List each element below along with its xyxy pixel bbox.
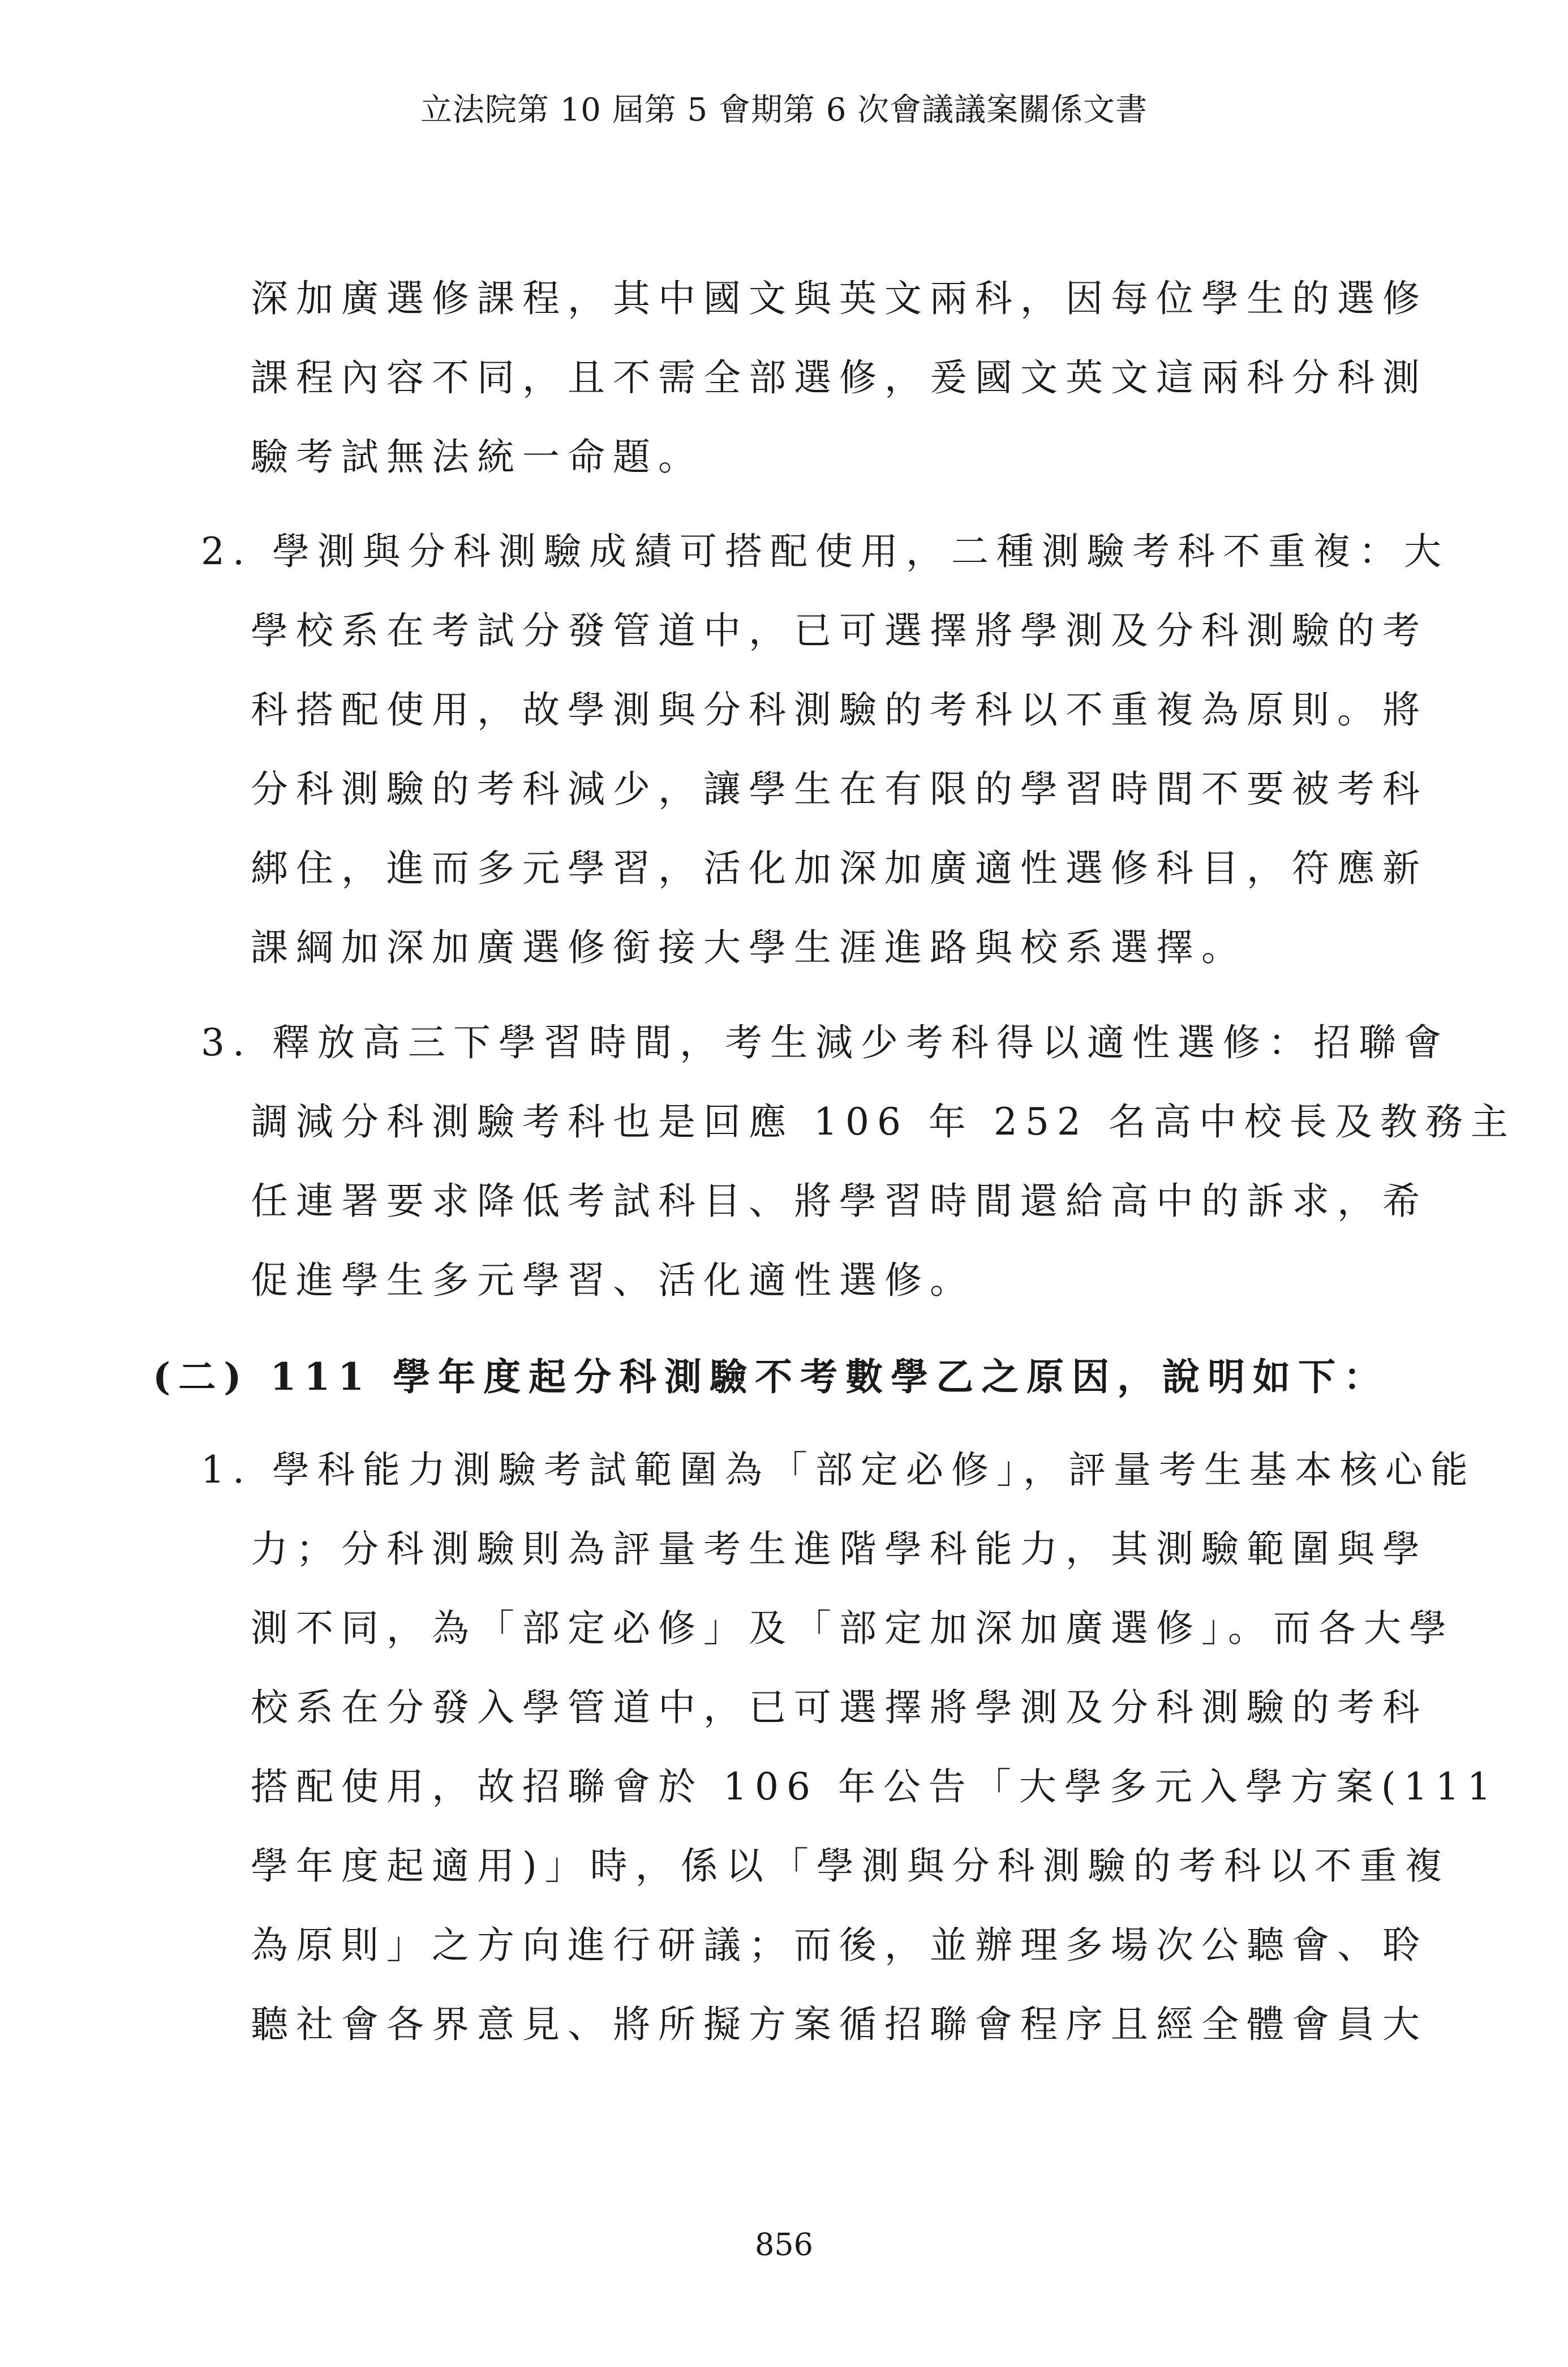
body-line: 綁住，進而多元學習，活化加深加廣適性選修科目，符應新 bbox=[251, 847, 1428, 890]
list-item-3: 3. 釋放高三下學習時間，考生減少考科得以適性選修：招聯會 bbox=[201, 1021, 1449, 1064]
body-line: 校系在分發入學管道中，已可選擇將學測及分科測驗的考科 bbox=[251, 1686, 1428, 1729]
body-line: 任連署要求降低考試科目、將學習時間還給高中的訴求，希 bbox=[251, 1179, 1428, 1223]
body-line: 科搭配使用，故學測與分科測驗的考科以不重複為原則。將 bbox=[251, 688, 1428, 732]
body-line: 力；分科測驗則為評量考生進階學科能力，其測驗範圍與學 bbox=[251, 1527, 1428, 1571]
section-heading: (二) 111 學年度起分科測驗不考數學乙之原因，說明如下： bbox=[153, 1355, 1389, 1399]
body-line: 聽社會各界意見、將所擬方案循招聯會程序且經全體會員大 bbox=[251, 2003, 1428, 2046]
body-line: 課綱加深加廣選修銜接大學生涯進路與校系選擇。 bbox=[251, 926, 1247, 969]
body-line: 驗考試無法統一命題。 bbox=[251, 435, 703, 479]
body-line: 課程內容不同，且不需全部選修，爰國文英文這兩科分科測 bbox=[251, 356, 1428, 399]
body-line: 促進學生多元學習、活化適性選修。 bbox=[251, 1258, 975, 1302]
page-number: 856 bbox=[754, 2227, 814, 2262]
body-line: 分科測驗的考科減少，讓學生在有限的學習時間不要被考科 bbox=[251, 767, 1428, 811]
body-line: 學校系在考試分發管道中，已可選擇將學測及分科測驗的考 bbox=[251, 609, 1428, 652]
body-line: 測不同，為「部定必修」及「部定加深加廣選修」。而各大學 bbox=[251, 1606, 1454, 1650]
list-item-2: 2. 學測與分科測驗成績可搭配使用，二種測驗考科不重複：大 bbox=[201, 530, 1449, 573]
body-line: 深加廣選修課程，其中國文與英文兩科，因每位學生的選修 bbox=[251, 277, 1428, 320]
body-line: 學年度起適用)」時，係以「學測與分科測驗的考科以不重複 bbox=[251, 1844, 1450, 1888]
body-line: 為原則」之方向進行研議；而後，並辦理多場次公聽會、聆 bbox=[251, 1923, 1428, 1967]
running-header: 立法院第 10 屆第 5 會期第 6 次會議議案關係文書 bbox=[420, 92, 1148, 128]
body-line: 搭配使用，故招聯會於 106 年公告「大學多元入學方案(111 bbox=[251, 1765, 1499, 1808]
list-item-1: 1. 學科能力測驗考試範圍為「部定必修」，評量考生基本核心能 bbox=[201, 1448, 1476, 1492]
body-line: 調減分科測驗考科也是回應 106 年 252 名高中校長及教務主 bbox=[251, 1100, 1516, 1144]
